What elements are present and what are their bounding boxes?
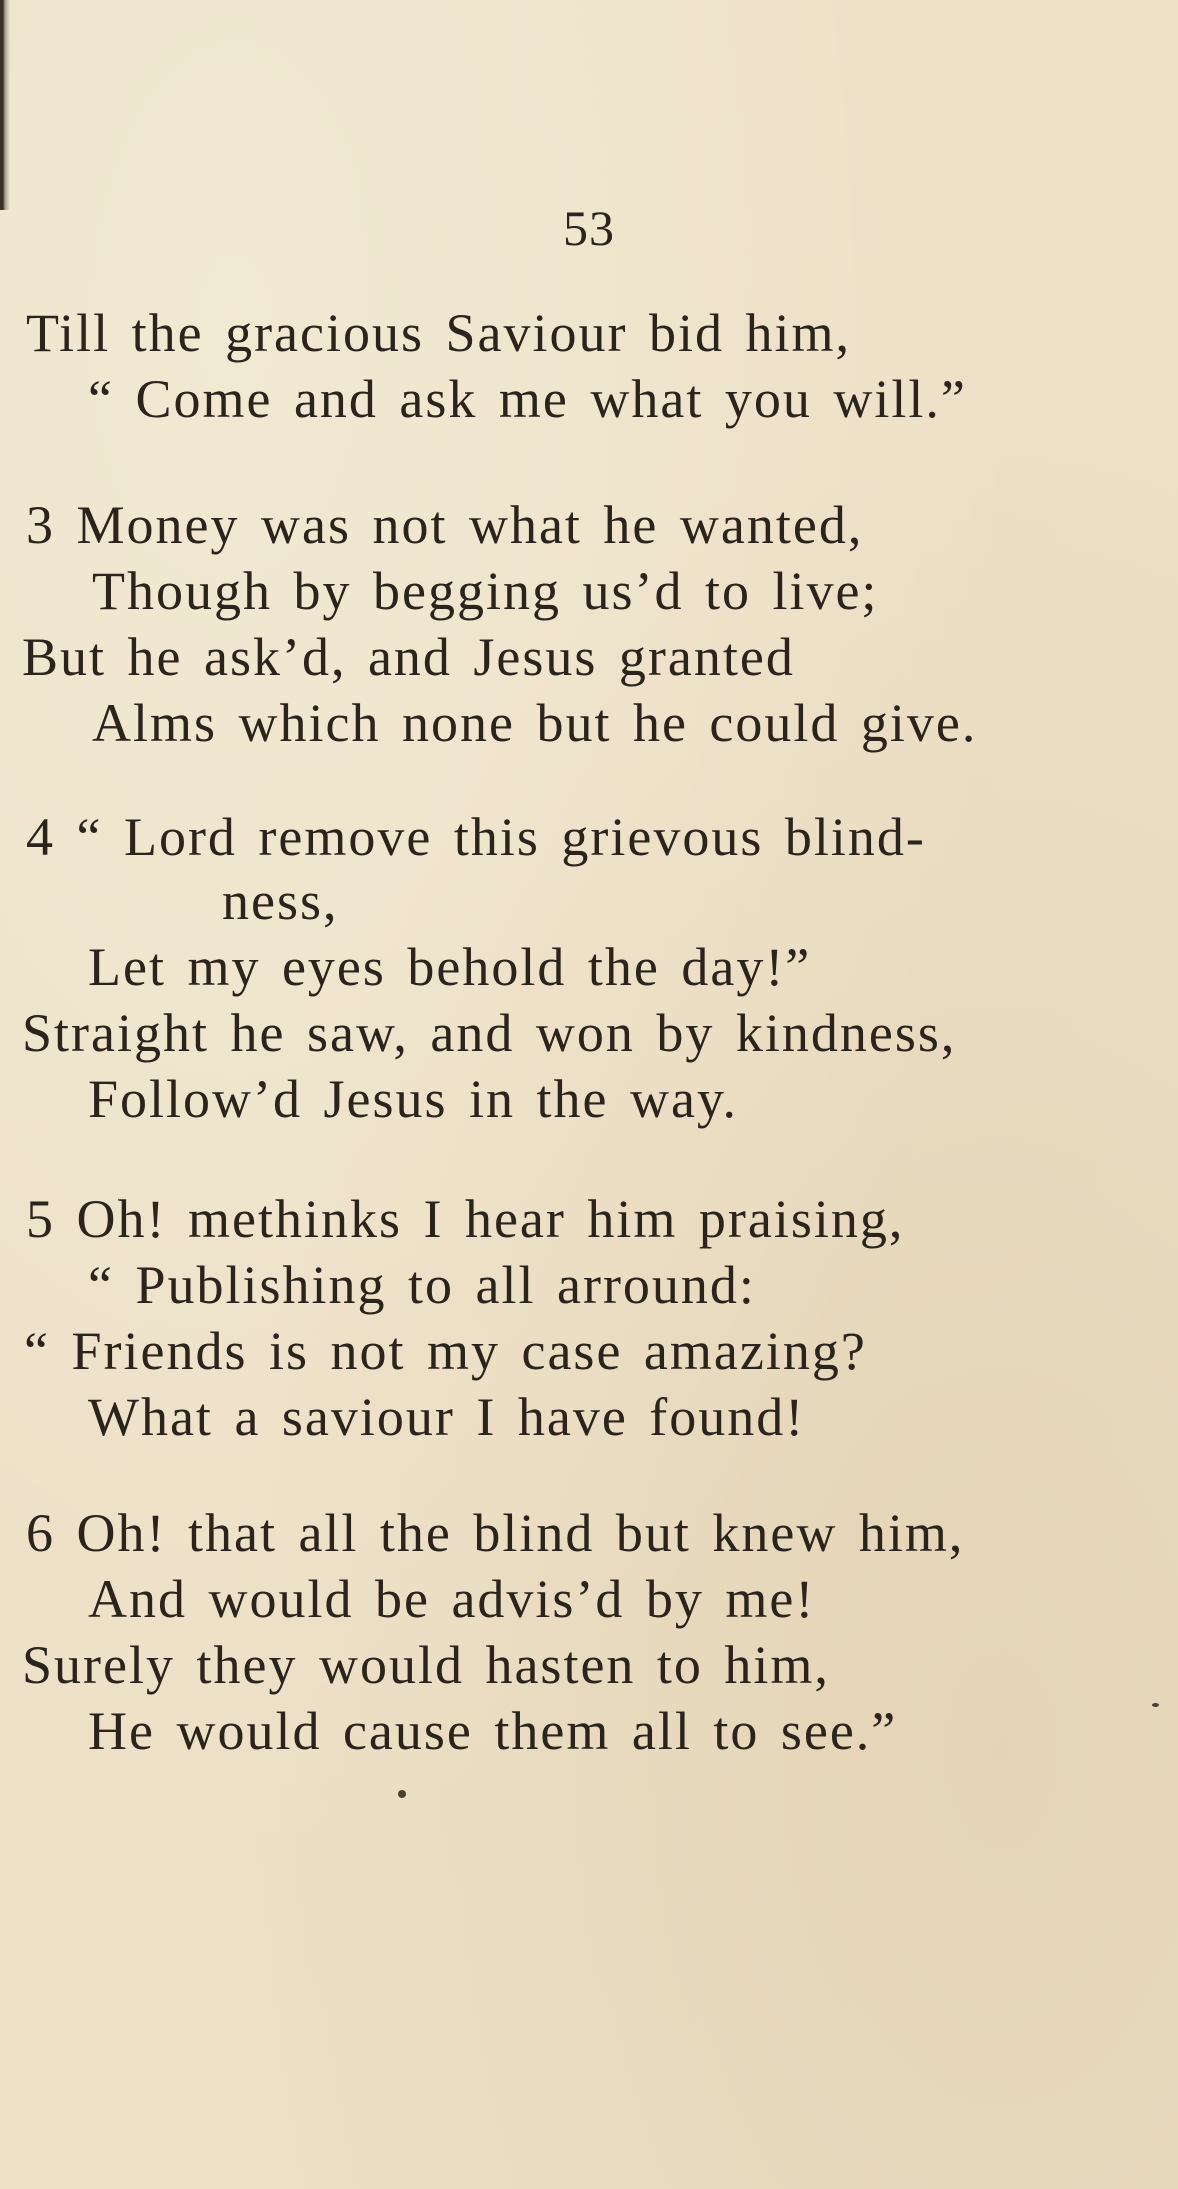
hymn-line: “ Come and ask me what you will.” (88, 369, 967, 429)
page-spine-edge (0, 0, 10, 210)
hymn-line: 6 Oh! that all the blind but knew him, (26, 1503, 965, 1563)
hymn-line: Follow’d Jesus in the way. (88, 1069, 738, 1129)
hymn-line: ness, (222, 871, 339, 931)
hymn-line: Surely they would hasten to him, (22, 1635, 830, 1695)
hymn-line: 3 Money was not what he wanted, (26, 495, 864, 555)
hymn-line: And would be advis’d by me! (88, 1569, 816, 1629)
hymn-line: Straight he saw, and won by kindness, (22, 1003, 957, 1063)
hymn-line: Alms which none but he could give. (92, 693, 978, 753)
hymn-line: Till the gracious Saviour bid him, (26, 303, 851, 363)
page-number: 53 (563, 200, 615, 256)
paper-speck (398, 1790, 406, 1798)
hymn-line: Though by begging us’d to live; (92, 561, 879, 621)
hymn-line: He would cause them all to see.” (88, 1701, 898, 1761)
hymn-line: What a saviour I have found! (88, 1387, 806, 1447)
hymn-line: Let my eyes behold the day!” (88, 937, 812, 997)
hymn-line: 4 “ Lord remove this grievous blind- (26, 807, 926, 867)
hymn-line: 5 Oh! methinks I hear him praising, (26, 1189, 905, 1249)
hymn-line: But he ask’d, and Jesus granted (22, 627, 795, 687)
paper-speck (1152, 1703, 1159, 1707)
hymn-line: “ Friends is not my case amazing? (24, 1321, 867, 1381)
hymn-line: “ Publishing to all arround: (88, 1255, 756, 1315)
